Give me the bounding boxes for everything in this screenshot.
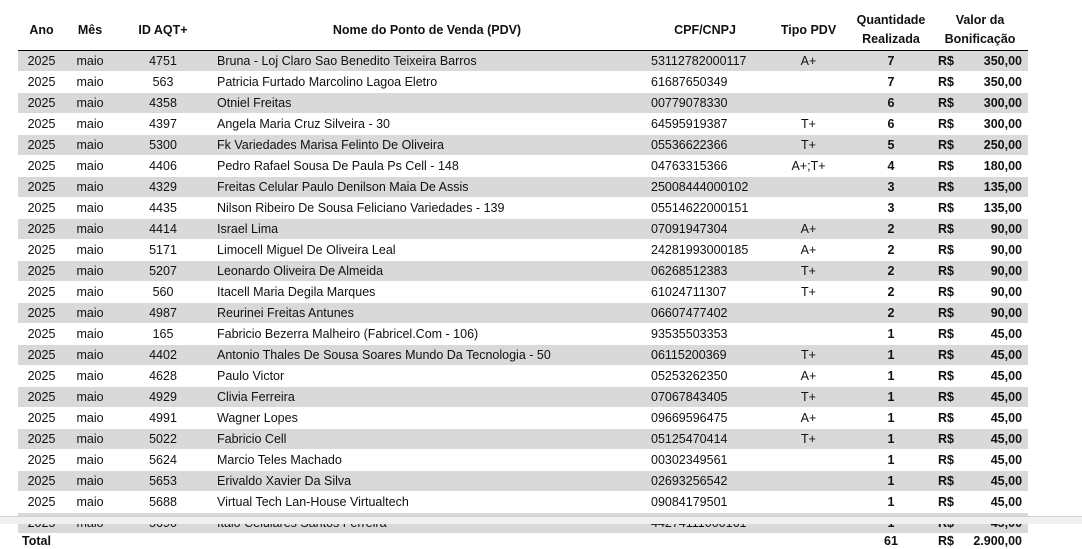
cell-ano: 2025 xyxy=(18,51,65,72)
table-row xyxy=(18,156,1028,177)
cell-quantidade: 1 xyxy=(850,366,932,387)
cell-currency: R$ xyxy=(932,219,958,240)
total-empty-tipo xyxy=(767,534,850,549)
cell-ano: 2025 xyxy=(18,387,65,408)
cell-quantidade: 1 xyxy=(850,345,932,366)
cell-valor: 90,00 xyxy=(958,261,1028,282)
table-row xyxy=(18,240,1028,261)
cell-currency: R$ xyxy=(932,114,958,135)
cell-nome: Bruna - Loj Claro Sao Benedito Teixeira Barros xyxy=(211,51,643,72)
cell-nome: Antonio Thales De Sousa Soares Mundo Da Tecnologia - 50 xyxy=(211,345,643,366)
cell-nome: Angela Maria Cruz Silveira - 30 xyxy=(211,114,643,135)
table-row xyxy=(18,408,1028,429)
cell-tipo: T+ xyxy=(767,282,850,303)
cell-nome: Reurinei Freitas Antunes xyxy=(211,303,643,324)
cell-currency: R$ xyxy=(932,261,958,282)
table-row xyxy=(18,72,1028,93)
cell-valor: 350,00 xyxy=(958,51,1028,72)
cell-cpf: 07067843405 xyxy=(643,387,767,408)
cell-tipo: T+ xyxy=(767,261,850,282)
cell-mes: maio xyxy=(65,429,115,450)
cell-tipo: A+ xyxy=(767,366,850,387)
cell-ano: 2025 xyxy=(18,429,65,450)
total-label: Total xyxy=(18,534,65,549)
cell-id: 560 xyxy=(115,282,211,303)
cell-mes: maio xyxy=(65,51,115,72)
cell-ano: 2025 xyxy=(18,93,65,114)
total-currency: R$ xyxy=(932,534,958,549)
cell-nome: Fk Variedades Marisa Felinto De Oliveira xyxy=(211,135,643,156)
cell-tipo: T+ xyxy=(767,387,850,408)
total-quantidade: 61 xyxy=(850,534,932,549)
cell-quantidade: 2 xyxy=(850,219,932,240)
cell-tipo: A+ xyxy=(767,408,850,429)
cell-cpf: 61687650349 xyxy=(643,72,767,93)
cell-tipo: T+ xyxy=(767,429,850,450)
cell-cpf: 02693256542 xyxy=(643,471,767,492)
header-valor xyxy=(932,10,1028,51)
cell-tipo xyxy=(767,492,850,513)
cell-cpf: 05253262350 xyxy=(643,366,767,387)
total-empty-nome xyxy=(211,534,643,549)
table-row xyxy=(18,345,1028,366)
cell-nome: Limocell Miguel De Oliveira Leal xyxy=(211,240,643,261)
cell-mes: maio xyxy=(65,240,115,261)
spreadsheet-table-container xyxy=(18,10,1028,549)
table-footer xyxy=(18,534,1028,549)
cell-valor: 45,00 xyxy=(958,408,1028,429)
cell-tipo: T+ xyxy=(767,114,850,135)
total-empty-cpf xyxy=(643,534,767,549)
cell-nome: Wagner Lopes xyxy=(211,408,643,429)
table-row xyxy=(18,387,1028,408)
table-row xyxy=(18,51,1028,72)
total-valor: 2.900,00 xyxy=(958,534,1028,549)
cell-cpf: 05514622000151 xyxy=(643,198,767,219)
cell-id: 5207 xyxy=(115,261,211,282)
cell-id: 5022 xyxy=(115,429,211,450)
cell-currency: R$ xyxy=(932,471,958,492)
cell-nome: Clivia Ferreira xyxy=(211,387,643,408)
cell-valor: 90,00 xyxy=(958,303,1028,324)
cell-currency: R$ xyxy=(932,408,958,429)
cell-currency: R$ xyxy=(932,72,958,93)
cell-mes: maio xyxy=(65,219,115,240)
cell-id: 5688 xyxy=(115,492,211,513)
cell-mes: maio xyxy=(65,324,115,345)
cell-ano: 2025 xyxy=(18,450,65,471)
cell-cpf: 09084179501 xyxy=(643,492,767,513)
cell-valor: 135,00 xyxy=(958,198,1028,219)
cell-nome: Erivaldo Xavier Da Silva xyxy=(211,471,643,492)
cell-ano: 2025 xyxy=(18,219,65,240)
cell-quantidade: 1 xyxy=(850,450,932,471)
cell-id: 4329 xyxy=(115,177,211,198)
total-empty-id xyxy=(115,534,211,549)
cell-ano: 2025 xyxy=(18,177,65,198)
cell-currency: R$ xyxy=(932,324,958,345)
cell-quantidade: 1 xyxy=(850,429,932,450)
cell-id: 4358 xyxy=(115,93,211,114)
cell-ano: 2025 xyxy=(18,282,65,303)
cell-tipo: T+ xyxy=(767,345,850,366)
cell-ano: 2025 xyxy=(18,198,65,219)
cell-nome: Paulo Victor xyxy=(211,366,643,387)
cell-cpf: 00779078330 xyxy=(643,93,767,114)
cell-valor: 45,00 xyxy=(958,471,1028,492)
cell-valor: 45,00 xyxy=(958,387,1028,408)
cell-mes: maio xyxy=(65,177,115,198)
cell-id: 4402 xyxy=(115,345,211,366)
cell-currency: R$ xyxy=(932,156,958,177)
cell-id: 4991 xyxy=(115,408,211,429)
table-row xyxy=(18,219,1028,240)
table-header xyxy=(18,10,1028,51)
cell-ano: 2025 xyxy=(18,240,65,261)
table-row xyxy=(18,93,1028,114)
cell-quantidade: 7 xyxy=(850,72,932,93)
cell-quantidade: 2 xyxy=(850,303,932,324)
cell-cpf: 06115200369 xyxy=(643,345,767,366)
cell-currency: R$ xyxy=(932,429,958,450)
table-row xyxy=(18,303,1028,324)
cell-ano: 2025 xyxy=(18,156,65,177)
table-row xyxy=(18,324,1028,345)
total-empty-mes xyxy=(65,534,115,549)
cell-quantidade: 2 xyxy=(850,282,932,303)
cell-id: 5300 xyxy=(115,135,211,156)
cell-nome: Fabricio Cell xyxy=(211,429,643,450)
cell-quantidade: 1 xyxy=(850,324,932,345)
header-mes: Mês xyxy=(65,10,115,51)
header-cpf: CPF/CNPJ xyxy=(643,10,767,51)
table-row xyxy=(18,114,1028,135)
cell-currency: R$ xyxy=(932,450,958,471)
cell-valor: 180,00 xyxy=(958,156,1028,177)
total-row xyxy=(18,534,1028,549)
cell-ano: 2025 xyxy=(18,366,65,387)
cell-cpf: 53112782000117 xyxy=(643,51,767,72)
cell-mes: maio xyxy=(65,93,115,114)
cell-currency: R$ xyxy=(932,240,958,261)
cell-mes: maio xyxy=(65,450,115,471)
header-id: ID AQT+ xyxy=(115,10,211,51)
cell-mes: maio xyxy=(65,156,115,177)
header-valor-line2: Bonificação xyxy=(944,32,1016,46)
cell-valor: 45,00 xyxy=(958,345,1028,366)
cell-mes: maio xyxy=(65,387,115,408)
cell-nome: Leonardo Oliveira De Almeida xyxy=(211,261,643,282)
cell-valor: 45,00 xyxy=(958,492,1028,513)
header-quantidade xyxy=(850,10,932,51)
cell-tipo xyxy=(767,450,850,471)
cell-tipo xyxy=(767,72,850,93)
cell-mes: maio xyxy=(65,114,115,135)
cell-currency: R$ xyxy=(932,177,958,198)
cell-ano: 2025 xyxy=(18,135,65,156)
cell-mes: maio xyxy=(65,135,115,156)
cell-tipo: T+ xyxy=(767,135,850,156)
cell-tipo: A+;T+ xyxy=(767,156,850,177)
table-row xyxy=(18,366,1028,387)
table-row xyxy=(18,261,1028,282)
cell-currency: R$ xyxy=(932,366,958,387)
cell-ano: 2025 xyxy=(18,345,65,366)
cell-quantidade: 3 xyxy=(850,177,932,198)
cell-quantidade: 1 xyxy=(850,492,932,513)
cell-valor: 300,00 xyxy=(958,93,1028,114)
cell-cpf: 06607477402 xyxy=(643,303,767,324)
table-row xyxy=(18,429,1028,450)
cell-tipo xyxy=(767,471,850,492)
cell-id: 4628 xyxy=(115,366,211,387)
table-row xyxy=(18,198,1028,219)
table-row xyxy=(18,492,1028,513)
cell-mes: maio xyxy=(65,366,115,387)
table-body xyxy=(18,51,1028,534)
cell-nome: Otniel Freitas xyxy=(211,93,643,114)
cell-quantidade: 4 xyxy=(850,156,932,177)
cell-tipo xyxy=(767,198,850,219)
header-ano: Ano xyxy=(18,10,65,51)
header-tipo: Tipo PDV xyxy=(767,10,850,51)
cell-nome: Fabricio Bezerra Malheiro (Fabricel.Com - 106) xyxy=(211,324,643,345)
cell-valor: 90,00 xyxy=(958,219,1028,240)
cell-ano: 2025 xyxy=(18,324,65,345)
cell-nome: Itacell Maria Degila Marques xyxy=(211,282,643,303)
cell-nome: Virtual Tech Lan-House Virtualtech xyxy=(211,492,643,513)
cell-quantidade: 6 xyxy=(850,114,932,135)
cell-tipo xyxy=(767,93,850,114)
cell-mes: maio xyxy=(65,408,115,429)
cell-tipo: A+ xyxy=(767,240,850,261)
cell-nome: Marcio Teles Machado xyxy=(211,450,643,471)
cell-quantidade: 1 xyxy=(850,471,932,492)
cell-ano: 2025 xyxy=(18,261,65,282)
cell-mes: maio xyxy=(65,345,115,366)
cell-nome: Pedro Rafael Sousa De Paula Ps Cell - 148 xyxy=(211,156,643,177)
header-nome: Nome do Ponto de Venda (PDV) xyxy=(211,10,643,51)
cell-id: 5171 xyxy=(115,240,211,261)
table-row xyxy=(18,135,1028,156)
cell-id: 5653 xyxy=(115,471,211,492)
cell-id: 4751 xyxy=(115,51,211,72)
cell-tipo: A+ xyxy=(767,51,850,72)
cell-valor: 250,00 xyxy=(958,135,1028,156)
cell-currency: R$ xyxy=(932,93,958,114)
cell-id: 4929 xyxy=(115,387,211,408)
cell-tipo xyxy=(767,324,850,345)
cell-cpf: 04763315366 xyxy=(643,156,767,177)
cell-mes: maio xyxy=(65,261,115,282)
table-row xyxy=(18,471,1028,492)
cell-cpf: 25008444000102 xyxy=(643,177,767,198)
cell-tipo xyxy=(767,177,850,198)
cell-id: 4987 xyxy=(115,303,211,324)
cell-cpf: 07091947304 xyxy=(643,219,767,240)
cell-tipo xyxy=(767,303,850,324)
cell-nome: Israel Lima xyxy=(211,219,643,240)
cell-nome: Patricia Furtado Marcolino Lagoa Eletro xyxy=(211,72,643,93)
cell-tipo: A+ xyxy=(767,219,850,240)
cell-mes: maio xyxy=(65,303,115,324)
cell-quantidade: 5 xyxy=(850,135,932,156)
cell-id: 165 xyxy=(115,324,211,345)
cell-currency: R$ xyxy=(932,135,958,156)
header-quantidade-line1: Quantidade xyxy=(856,13,926,27)
cell-valor: 45,00 xyxy=(958,450,1028,471)
cell-quantidade: 2 xyxy=(850,261,932,282)
cell-cpf: 05536622366 xyxy=(643,135,767,156)
table-row xyxy=(18,177,1028,198)
cell-ano: 2025 xyxy=(18,303,65,324)
cell-valor: 45,00 xyxy=(958,366,1028,387)
cell-valor: 90,00 xyxy=(958,240,1028,261)
cell-quantidade: 1 xyxy=(850,387,932,408)
cell-cpf: 24281993000185 xyxy=(643,240,767,261)
cell-currency: R$ xyxy=(932,387,958,408)
cell-valor: 90,00 xyxy=(958,282,1028,303)
cell-currency: R$ xyxy=(932,492,958,513)
cell-mes: maio xyxy=(65,198,115,219)
cell-id: 4414 xyxy=(115,219,211,240)
cell-currency: R$ xyxy=(932,303,958,324)
cell-quantidade: 7 xyxy=(850,51,932,72)
cell-id: 563 xyxy=(115,72,211,93)
cell-id: 4397 xyxy=(115,114,211,135)
cell-nome: Freitas Celular Paulo Denilson Maia De Assis xyxy=(211,177,643,198)
cell-mes: maio xyxy=(65,282,115,303)
cell-quantidade: 2 xyxy=(850,240,932,261)
cell-cpf: 93535503353 xyxy=(643,324,767,345)
cell-cpf: 09669596475 xyxy=(643,408,767,429)
cell-ano: 2025 xyxy=(18,72,65,93)
cell-nome: Nilson Ribeiro De Sousa Feliciano Variedades - 139 xyxy=(211,198,643,219)
cell-mes: maio xyxy=(65,471,115,492)
cell-cpf: 06268512383 xyxy=(643,261,767,282)
cell-currency: R$ xyxy=(932,198,958,219)
cell-valor: 45,00 xyxy=(958,324,1028,345)
cell-quantidade: 1 xyxy=(850,408,932,429)
bonus-table xyxy=(18,10,1028,549)
cell-currency: R$ xyxy=(932,51,958,72)
cell-ano: 2025 xyxy=(18,114,65,135)
cell-mes: maio xyxy=(65,72,115,93)
cell-valor: 135,00 xyxy=(958,177,1028,198)
cell-valor: 45,00 xyxy=(958,429,1028,450)
cell-cpf: 05125470414 xyxy=(643,429,767,450)
cell-ano: 2025 xyxy=(18,471,65,492)
cell-valor: 350,00 xyxy=(958,72,1028,93)
cell-mes: maio xyxy=(65,492,115,513)
cell-id: 4406 xyxy=(115,156,211,177)
table-row xyxy=(18,282,1028,303)
cell-cpf: 00302349561 xyxy=(643,450,767,471)
cell-quantidade: 3 xyxy=(850,198,932,219)
cell-id: 5624 xyxy=(115,450,211,471)
cell-cpf: 64595919387 xyxy=(643,114,767,135)
cell-quantidade: 6 xyxy=(850,93,932,114)
table-row xyxy=(18,450,1028,471)
cell-cpf: 61024711307 xyxy=(643,282,767,303)
cell-currency: R$ xyxy=(932,282,958,303)
header-quantidade-line2: Realizada xyxy=(862,32,920,46)
cell-ano: 2025 xyxy=(18,492,65,513)
header-valor-line1: Valor da xyxy=(955,13,1005,27)
cell-id: 4435 xyxy=(115,198,211,219)
cell-ano: 2025 xyxy=(18,408,65,429)
cell-currency: R$ xyxy=(932,345,958,366)
cell-valor: 300,00 xyxy=(958,114,1028,135)
